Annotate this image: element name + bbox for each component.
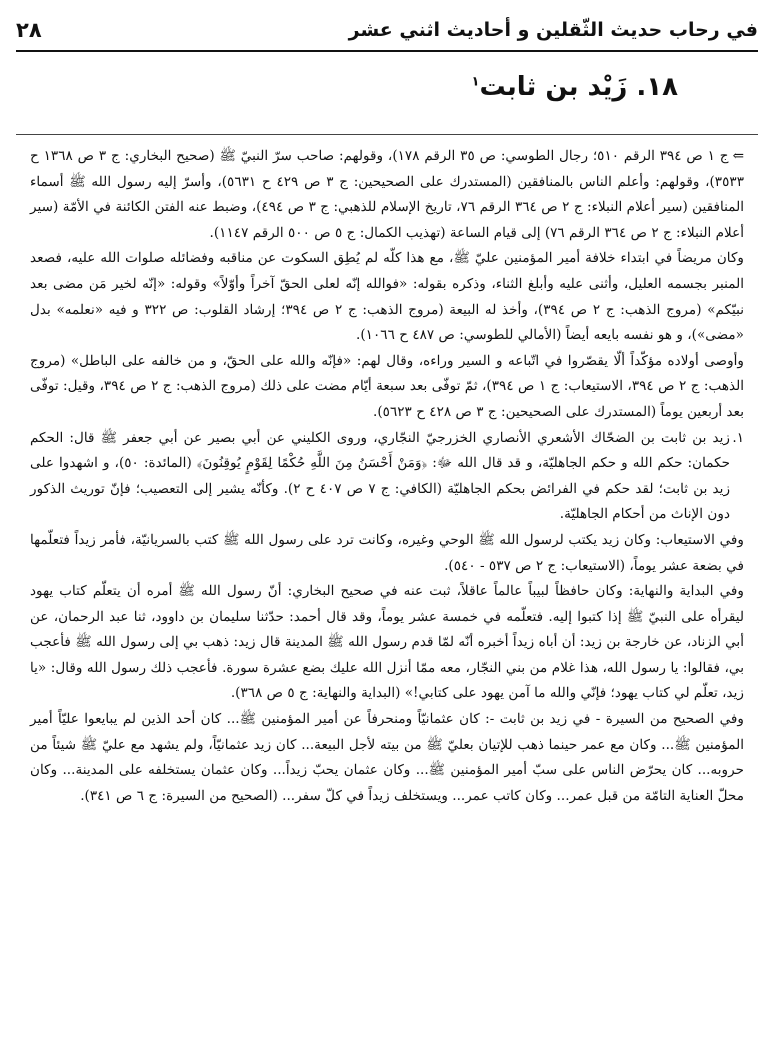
footnote-number: ١. — [732, 429, 744, 446]
footnote-paragraph: وفي البداية والنهاية: وكان حافظاً لبيباً عالماً عاقلاً، ثبت عنه في صحيح البخاري: أنّ رسول الله ﷺ أمره أن يتعلّم كتاب يهود ليقرأه على النبيّ ﷺ إذا كتبوا إليه. فتعلّمه في خمسة عشر يوماً، وقد قال أحمد: حدّثنا سليمان بن داوود، ثنا عبد الرحمان، عن أبي الزناد، عن خارجة بن زيد: أن أباه زيداً أخبره أنّه لمّا قدم رسول الله ﷺ المدينة قال زيد: ذهب بي إلى رسول الله ﷺ فأعجب بي، فقالوا: يا رسول الله، هذا غلام من بني النجّار، معه ممّا أنزل الله عليك بضع عشرة سورة. فأعجب ذلك رسول الله وقال: «يا زيد، تعلّم لي كتاب يهود؛ فإنّي والله ما آمن يهود على كتابي!» (البداية والنهاية: ج ٥ ص ٣٦٨). — [30, 583, 744, 702]
note-paragraph: وأوصى أولاده مؤكّداً ألّا يقصّروا في اتّباعه و السير وراءه، وقال لهم: «فإنّه والله على الحقّ، و من خالفه على الباطل» (مروج الذهب: ج ٢ ص ٣٩٤، الاستيعاب: ج ١ ص ٣٩٤)، ثمّ توفّى بعد سبعة أيّام مضت على ذلك (مروج الذهب: ج ٢ ص ٣٩٤، وقيل: توفّى بعد أربعين يوماً (المستدرك على الصحيحين: ج ٣ ص ٤٢٨ ح ٥٦٢٣). — [30, 352, 745, 420]
continuation-arrow-icon: ⇐ — [732, 148, 744, 164]
section-title: ١٨. زَيْد بن ثابت — [479, 72, 678, 102]
footnote-1 — [30, 426, 744, 528]
page-number: ٢٨ — [16, 18, 42, 42]
section-footnote-ref: ١ — [471, 74, 480, 90]
running-title: في رحاب حديث الثّقلين و أحاديث اثني عشر — [348, 19, 758, 41]
footnote-paragraph: وفي الصحيح من السيرة - في زيد بن ثابت -: كان عثمانيّاً ومنحرفاً عن أمير المؤمنين ﷺ... كان أحد الذين لم يبايعوا عليّاً أمير المؤمنين ﷺ... وكان مع عمر حينما ذهب للإتيان بعليّ ﷺ من بيته لأجل البيعة... كان زيد عثمانيّاً، ولم يشهد مع عليّ ﷺ شيئاً من حروبه... كان يحرّض الناس على سبّ أمير المؤمنين ﷺ... وكان عثمان يحبّ زيداً... وكان عثمان يستخلفه على المدينة... وكان محلّ العناية التامّة من قبل عمر... وكان كاتب عمر... ويستخلف زيداً في كلّ سفر... (الصحيح من السيرة: ج ٦ ص ٣٤١). — [30, 711, 744, 804]
continued-note-paragraph — [30, 144, 744, 246]
page-header — [16, 10, 758, 52]
footnote-text: زيد بن ثابت بن الضحّاك الأشعري الأنصاري الخزرجيّ النجّاري، وروى الكليني عن أبي بصير عن أبي جعفر ﷺ قال: الحكم حكمان: حكم الله و حكم الجاهليّة، و قد قال الله ﷻ: ﴿وَمَنْ أَحْسَنُ مِنَ اللَّهِ حُكْمًا لِقَوْمٍ يُوقِنُونَ﴾ (المائدة: ٥٠)، و اشهدوا على زيد بن ثابت؛ لقد حكم في الفرائض بحكم الجاهليّة (الكافي: ج ٧ ص ٤٠٧ ح ٢). وكأنّه يشير إلى التعصيب؛ فإنّ توريث الذكور دون الإناث من أحكام الجاهليّة. — [30, 429, 731, 523]
footnote-paragraph: وفي الاستيعاب: وكان زيد يكتب لرسول الله ﷺ الوحي وغيره، وكانت ترد على رسول الله ﷺ كتب بالسريانيّة، فأمر زيداً فتعلّمها في بضعة عشر يوماً، (الاستيعاب: ج ٢ ص ٥٣٧ - ٥٤٠). — [30, 531, 744, 574]
paragraph-text: ج ١ ص ٣٩٤ الرقم ٥١٠؛ رجال الطوسي: ص ٣٥ الرقم ١٧٨)، وقولهم: صاحب سرّ النبيّ ﷺ (صحيح البخاري: ج ٣ ص ١٣٦٨ ح ٣٥٣٣)، وقولهم: وأعلم الناس بالمنافقين (المستدرك على الصحيحين: ج ٣ ص ٤٢٩ ح ٥٦٣١)، وأسرّ إليه رسول الله ﷺ أسماء المنافقين (سير أعلام النبلاء: ج ٢ ص ٣٦٤ الرقم ٧٦، تاريخ الإسلام للذهبي: ج ٣ ص ٤٩٤)، وضبط عنه الفتن الكائنة في الأمّة (سير أعلام النبلاء: ج ٢ ص ٣٦٤ الرقم ٧٦) إلى قيام الساعة (تهذيب الكمال: ج ٥ ص ٥٠٠ الرقم ١١٤٧). — [30, 148, 745, 241]
footnote-separator — [16, 134, 758, 135]
notes-text — [30, 144, 744, 809]
note-paragraph: وكان مريضاً في ابتداء خلافة أمير المؤمنين عليّ ﷺ، مع هذا كلّه لم يُطِق السكوت عن مناقبه وفضائله صلوات الله عليه، فصعد المنبر بجسمه العليل، وأثنى عليه وأبلغ الثناء، وذكره بقوله: «فوالله إنّه لعلى الحقّ آخراً وأوّلاً» وقوله: «إنّه لخير مَن مضى بعد نبيّكم» (مروج الذهب: ج ٢ ص ٣٩٤)، وأخذ له البيعة (مروج الذهب: ج ٢ ص ٣٩٤؛ إرشاد القلوب: ص ٣٢٢ و فيه «نعلمه» بدل «مضى»)، و هو نفسه بايعه أيضاً (الأمالي للطوسي: ص ٤٨٧ ح ١٠٦٦). — [30, 250, 745, 344]
section-heading — [472, 72, 678, 102]
